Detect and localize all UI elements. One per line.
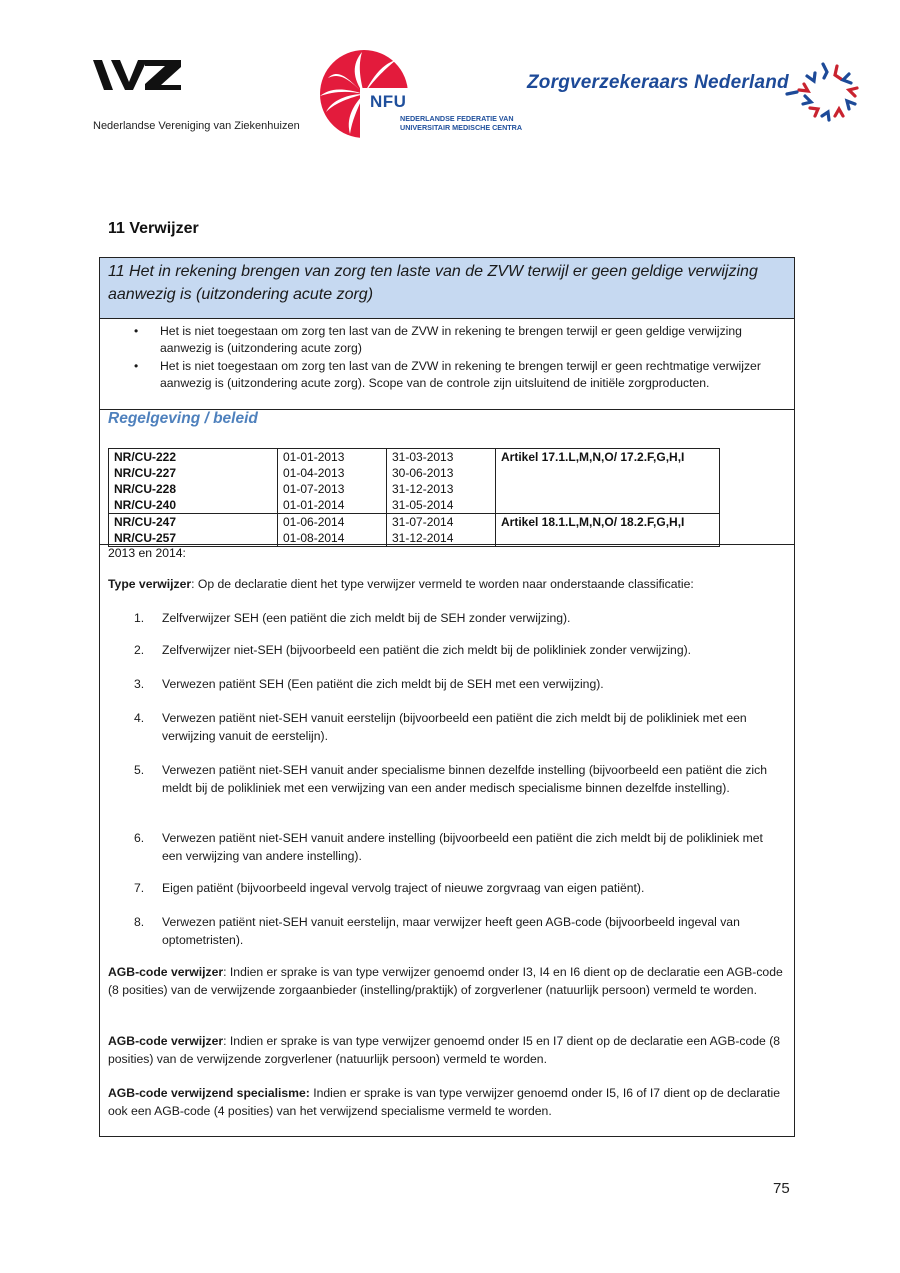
regulation-codes-value: NR/CU-228 xyxy=(114,482,177,496)
divider xyxy=(100,544,794,545)
type-list-item xyxy=(134,710,782,745)
bullet-item xyxy=(134,358,780,392)
type-list-item xyxy=(134,676,782,694)
agb-label: AGB-code verwijzer xyxy=(108,1034,224,1048)
regulation-end-value: 31-03-2013 xyxy=(392,450,454,464)
regulation-codes-value: NR/CU-257 xyxy=(114,531,177,545)
bullet-text: Het is niet toegestaan om zorg ten last van de ZVW in rekening te brengen terwijl er geen geldige verwijzing aanwezig is (uitzondering acute zorg) xyxy=(160,324,742,355)
agb-text: : Indien er sprake is van type verwijzer genoemd onder I3, I4 en I6 dient op de declaratie een AGB-code (8 posities) van de verwijzende zorgaanbieder (instelling/praktijk) of zorgverlener (natuurlijk persoon) vermeld te worden. xyxy=(108,965,783,997)
rule-frame xyxy=(99,257,795,1137)
regulation-cell-article: Artikel 18.1.L,M,N,O/ 18.2.F,G,H,I xyxy=(496,514,720,547)
agb-paragraph xyxy=(108,1033,784,1068)
regulation-end-value: 31-12-2013 xyxy=(392,482,454,496)
type-intro xyxy=(108,576,784,594)
regulation-row xyxy=(109,514,720,547)
rule-bullets xyxy=(100,319,794,410)
bullet-icon: • xyxy=(134,359,139,373)
type-text: Verwezen patiënt niet-SEH vanuit andere instelling (bijvoorbeeld een patiënt die zich meldt bij de polikliniek met een verwijzing van andere instelling). xyxy=(162,831,763,863)
regulation-cell-end xyxy=(387,449,496,514)
years-line: 2013 en 2014: xyxy=(108,546,186,560)
type-text: Eigen patiënt (bijvoorbeeld ingeval vervolg traject of nieuwe zorgvraag van eigen patiënt). xyxy=(162,881,645,895)
type-number: 8. xyxy=(134,915,145,929)
regulation-end-value: 31-05-2014 xyxy=(392,498,454,512)
type-text: Verwezen patiënt niet-SEH vanuit eerstelijn, maar verwijzer heeft geen AGB-code (bijvoorbeeld ingeval van optometristen). xyxy=(162,915,740,947)
nvz-logo-mark-icon xyxy=(93,58,183,92)
zorgverzekeraars-figures-icon xyxy=(785,60,863,124)
agb-label: AGB-code verwijzend specialisme: xyxy=(108,1086,310,1100)
regulation-start-value: 01-07-2013 xyxy=(283,482,345,496)
type-number: 2. xyxy=(134,643,145,657)
agb-paragraph xyxy=(108,964,784,999)
nfu-logo-caption xyxy=(400,114,522,132)
nfu-caption-line: UNIVERSITAIR MEDISCHE CENTRA xyxy=(400,123,523,132)
regulation-table xyxy=(108,448,720,547)
type-list-item xyxy=(134,762,782,797)
regulation-cell-start xyxy=(278,514,387,547)
regulation-codes-value: NR/CU-227 xyxy=(114,466,177,480)
regulation-cell-start xyxy=(278,449,387,514)
type-text: Verwezen patiënt niet-SEH vanuit ander specialisme binnen dezelfde instelling (bijvoorbeeld een patiënt die zich meldt bij de polikliniek met een verwijzing van een ander medisch specialisme binnen dezelfde instelling). xyxy=(162,763,768,795)
type-text: Verwezen patiënt SEH (Een patiënt die zich meldt bij de SEH met een verwijzing). xyxy=(162,677,604,691)
regulation-codes-value: NR/CU-222 xyxy=(114,450,177,464)
type-number: 6. xyxy=(134,831,145,845)
type-text: Verwezen patiënt niet-SEH vanuit eerstelijn (bijvoorbeeld een patiënt die zich meldt bij de polikliniek met een verwijzing vanuit de eerstelijn). xyxy=(162,711,747,743)
agb-text: : Indien er sprake is van type verwijzer genoemd onder I5 en I7 dient op de declaratie een AGB-code (8 posities) van de verwijzende zorgverlener (natuurlijk persoon) vermeld te worden. xyxy=(108,1034,781,1066)
regulation-cell-codes xyxy=(109,514,278,547)
bullet-item xyxy=(134,323,780,357)
zorgverzekeraars-logo-text: Zorgverzekeraars Nederland xyxy=(527,72,789,93)
agb-label: AGB-code verwijzer xyxy=(108,965,224,979)
regulation-title: Regelgeving / beleid xyxy=(108,410,258,427)
regulation-start-value: 01-04-2013 xyxy=(283,466,345,480)
type-number: 7. xyxy=(134,881,145,895)
type-number: 4. xyxy=(134,711,145,725)
regulation-row xyxy=(109,449,720,514)
regulation-codes-value: NR/CU-247 xyxy=(114,515,177,529)
section-title: 11 Verwijzer xyxy=(108,220,199,237)
type-intro-label: Type verwijzer xyxy=(108,577,192,591)
regulation-end-value: 31-12-2014 xyxy=(392,531,454,545)
regulation-cell-codes xyxy=(109,449,278,514)
zorgverzekeraars-logo xyxy=(527,60,867,120)
type-number: 1. xyxy=(134,611,145,625)
type-text: Zelfverwijzer niet-SEH (bijvoorbeeld een patiënt die zich meldt bij de polikliniek zonder verwijzing). xyxy=(162,643,692,657)
type-list-item xyxy=(134,610,782,628)
type-number: 5. xyxy=(134,763,145,777)
nfu-caption-line: NEDERLANDSE FEDERATIE VAN xyxy=(400,114,514,123)
regulation-cell-article: Artikel 17.1.L,M,N,O/ 17.2.F,G,H,I xyxy=(496,449,720,514)
regulation-start-value: 01-01-2014 xyxy=(283,498,345,512)
page-number: 75 xyxy=(773,1180,790,1197)
type-number: 3. xyxy=(134,677,145,691)
bullet-text: Het is niet toegestaan om zorg ten last van de ZVW in rekening te brengen terwijl er geen rechtmatige verwijzer aanwezig is (uitzondering acute zorg). Scope van de controle zijn uitsluitend de initiële zorgproducten. xyxy=(160,359,761,390)
rule-header: 11 Het in rekening brengen van zorg ten laste van de ZVW terwijl er geen geldige verwijzing aanwezig is (uitzondering acute zorg) xyxy=(100,258,794,319)
nvz-logo xyxy=(93,58,300,132)
type-list-item xyxy=(134,880,782,898)
agb-text: Indien er sprake is van type verwijzer genoemd onder I5, I6 of I7 dient op de declaratie ook een AGB-code (4 posities) van het verwijzend specialisme vermeld te worden. xyxy=(108,1086,781,1118)
type-list-item xyxy=(134,830,782,865)
nfu-logo xyxy=(318,48,528,140)
nvz-logo-caption: Nederlandse Vereniging van Ziekenhuizen xyxy=(93,120,300,132)
agb-paragraph xyxy=(108,1085,784,1120)
type-list-item xyxy=(134,642,782,660)
bullet-icon: • xyxy=(134,324,139,338)
type-text: Zelfverwijzer SEH (een patiënt die zich meldt bij de SEH zonder verwijzing). xyxy=(162,611,571,625)
regulation-start-value: 01-08-2014 xyxy=(283,531,345,545)
nfu-logo-abbr: NFU xyxy=(370,92,407,111)
type-list-item xyxy=(134,914,782,949)
regulation-end-value: 31-07-2014 xyxy=(392,515,454,529)
regulation-cell-end xyxy=(387,514,496,547)
regulation-start-value: 01-06-2014 xyxy=(283,515,345,529)
regulation-start-value: 01-01-2013 xyxy=(283,450,345,464)
type-intro-text: : Op de declaratie dient het type verwijzer vermeld te worden naar onderstaande classificatie: xyxy=(191,577,694,591)
regulation-end-value: 30-06-2013 xyxy=(392,466,454,480)
regulation-codes-value: NR/CU-240 xyxy=(114,498,177,512)
